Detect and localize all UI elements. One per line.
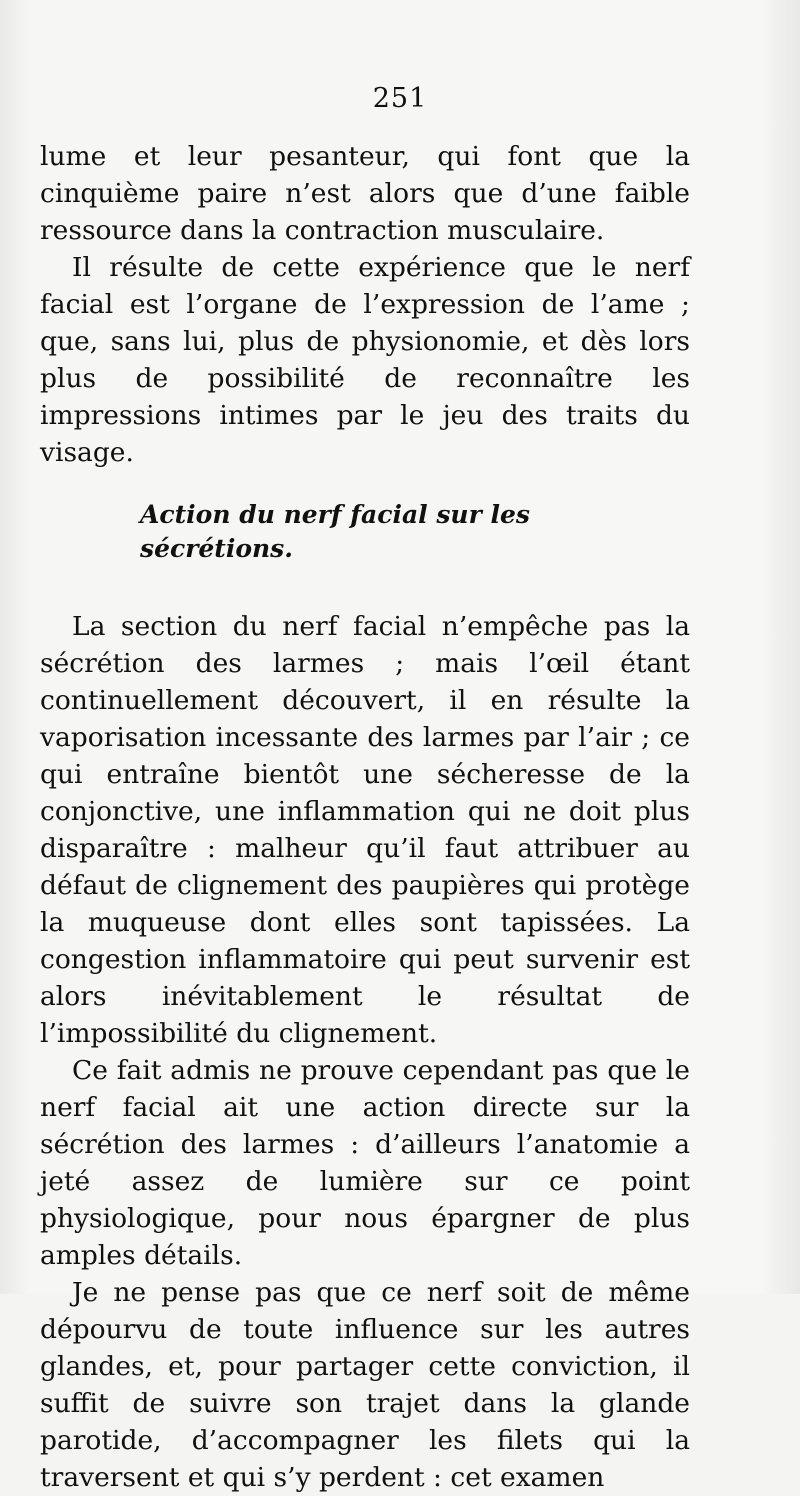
paragraph: Je ne pense pas que ce nerf soit de même dépourvu de toute influence sur les autres glandes, et, pour partager cette conviction, il suffit de suivre son trajet dans la glande parotide, d’accompagner les filets qui la traversent et qui s’y perdent : cet examen	[40, 1277, 690, 1493]
page-number: 251	[372, 83, 428, 114]
paragraph-continued: lume et leur pesanteur, qui font que la cinquième paire n’est alors que d’une faible ressource dans la contraction musculaire.	[40, 141, 690, 246]
paragraph: La section du nerf facial n’empêche pas la sécrétion des larmes ; mais l’œil étant continuellement découvert, il en résulte la vaporisation incessante des larmes par l’air ; ce qui entraîne bientôt une sécheresse de la conjonctive, une inflammation qui ne doit plus disparaître : malheur qu’il faut attribuer au défaut de clignement des paupières qui protège la muqueuse dont elles sont tapissées. La congestion inflammatoire qui peut survenir est alors inévitablement le résultat de l’impossibilité du clignement.	[40, 611, 690, 1049]
paragraph: Il résulte de cette expérience que le nerf facial est l’organe de l’expression de l’ame ; que, sans lui, plus de physionomie, et dès lors plus de possibilité de reconnaître les impressions intimes par le jeu des traits du visage.	[40, 252, 690, 468]
body-text	[40, 138, 690, 1496]
section-heading: Action du nerf facial sur les sécrétions.	[140, 500, 530, 563]
paragraph: Ce fait admis ne prouve cependant pas que le nerf facial ait une action directe sur la sécrétion des larmes : d’ailleurs l’anatomie a jeté assez de lumière sur ce point physiologique, pour nous épargner de plus amples détails.	[40, 1055, 690, 1271]
